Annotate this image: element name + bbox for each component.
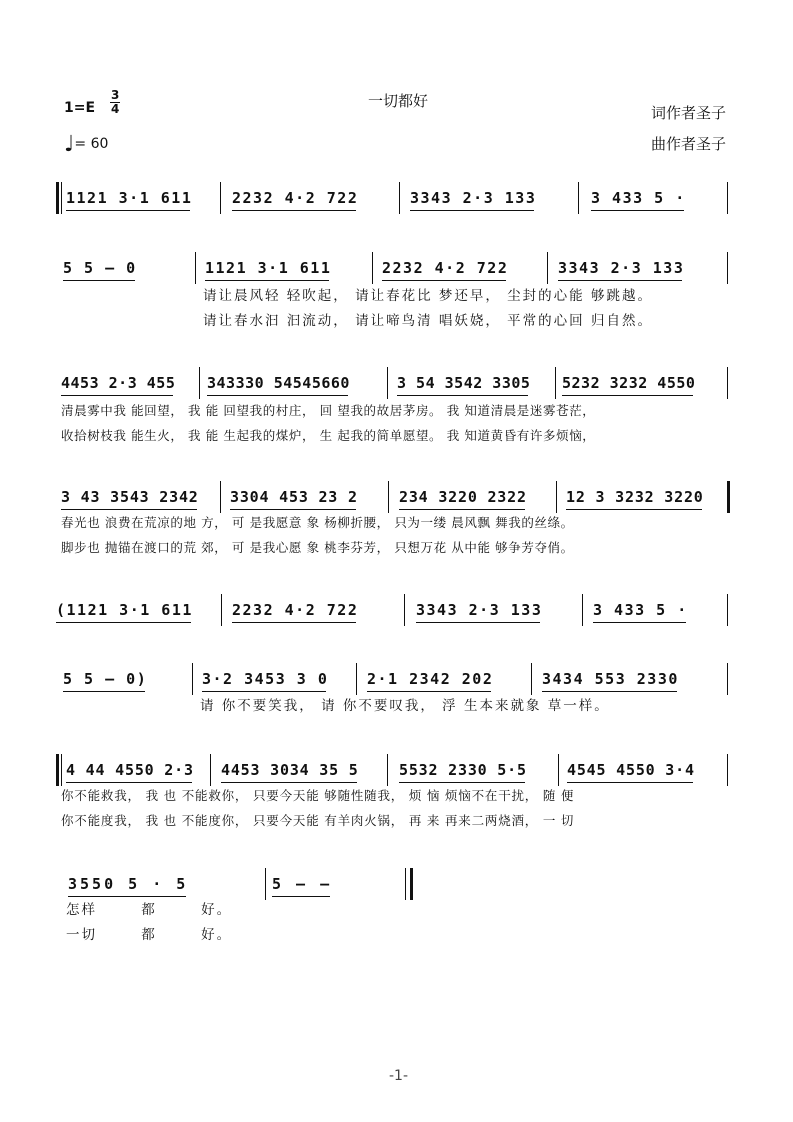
- barline: [555, 367, 556, 399]
- barline: [265, 868, 266, 900]
- tempo-value: = 60: [74, 136, 109, 152]
- measure: 3·2 3453 3 0: [202, 670, 329, 688]
- repeat-end-barline: [727, 481, 730, 513]
- measure: 5532 2330 5·5: [399, 761, 527, 779]
- measure: 2232 4·2 722: [232, 601, 359, 619]
- barline: [220, 182, 221, 214]
- page-number: -1-: [389, 1068, 409, 1084]
- barline: [220, 481, 221, 513]
- measure: (1121 3·1 611: [56, 601, 193, 619]
- measure: 4453 2·3 455: [61, 374, 176, 392]
- tempo-marking: [64, 132, 108, 157]
- barline: [61, 182, 62, 214]
- key-signature: 1=E: [64, 100, 96, 116]
- measure: 3 433 5 ·: [591, 189, 686, 207]
- barline: [221, 594, 222, 626]
- lyric-verse-1: 清晨雾中我 能回望， 我 能 回望我的村庄， 回 望我的故居茅房。 我 知道清晨是迷雾苍茫，: [61, 403, 596, 418]
- lyric-verse-2: 脚步也 抛锚在渡口的荒 郊， 可 是我心愿 象 桃李芬芳， 只想万花 从中能 够争芳夺俏。: [61, 540, 574, 555]
- measure: 5 – –: [272, 875, 333, 893]
- time-signature-bottom: 4: [111, 102, 120, 116]
- measure: 1121 3·1 611: [66, 189, 193, 207]
- barline: [199, 367, 200, 399]
- measure: 5232 3232 4550: [562, 374, 696, 392]
- barline: [405, 868, 406, 900]
- measure: 3343 2·3 133: [558, 259, 685, 277]
- measure: 4 44 4550 2·3: [66, 761, 194, 779]
- measure: 2232 4·2 722: [382, 259, 509, 277]
- measure: 3434 553 2330: [542, 670, 679, 688]
- barline: [727, 663, 728, 695]
- lyric-verse-1: 你不能救我， 我 也 不能救你， 只要今天能 够随性随我， 烦 恼 烦恼不在干扰， 随 便: [61, 788, 575, 803]
- barline: [531, 663, 532, 695]
- time-signature: [110, 89, 120, 116]
- barline: [387, 754, 388, 786]
- barline: [547, 252, 548, 284]
- barline: [578, 182, 579, 214]
- barline: [727, 754, 728, 786]
- lyricist-credit: 词作者圣子: [651, 104, 727, 122]
- barline: [372, 252, 373, 284]
- measure: 4545 4550 3·4: [567, 761, 695, 779]
- measure: 234 3220 2322: [399, 488, 527, 506]
- measure: 3343 2·3 133: [416, 601, 543, 619]
- lyric-verse-1: 请 你不要笑我， 请 你不要叹我， 浮 生本来就象 草一样。: [200, 698, 610, 714]
- lyric-verse-2: 你不能度我， 我 也 不能度你， 只要今天能 有羊肉火锅， 再 来 再来二两烧酒， 一 切: [61, 813, 575, 828]
- barline: [727, 182, 728, 214]
- barline: [727, 594, 728, 626]
- measure: 2232 4·2 722: [232, 189, 359, 207]
- quarter-note-icon: ♩: [64, 132, 75, 157]
- repeat-start-barline: [56, 182, 59, 214]
- barline: [404, 594, 405, 626]
- measure: 4453 3034 35 5: [221, 761, 359, 779]
- barline: [192, 663, 193, 695]
- barline: [582, 594, 583, 626]
- measure: 3 54 3542 3305: [397, 374, 531, 392]
- measure: 5 5 – 0: [63, 259, 137, 277]
- measure: 343330 54545660: [207, 374, 350, 392]
- lyric-verse-2: 收拾树枝我 能生火， 我 能 生起我的煤炉， 生 起我的简单愿望。 我 知道黄昏有许多烦恼，: [61, 428, 596, 443]
- barline: [388, 481, 389, 513]
- measure: 1121 3·1 611: [205, 259, 332, 277]
- measure: 5 5 – 0): [63, 670, 148, 688]
- measure: 3 43 3543 2342: [61, 488, 199, 506]
- barline: [556, 481, 557, 513]
- measure: 3550 5 · 5: [68, 875, 189, 893]
- measure: 3304 453 23 2: [230, 488, 358, 506]
- lyric-verse-1: 请让晨风轻 轻吹起， 请让春花比 梦还早， 尘封的心能 够跳越。: [203, 288, 653, 304]
- barline: [210, 754, 211, 786]
- lyric-verse-2: 一切 都 好。: [66, 927, 233, 943]
- barline: [387, 367, 388, 399]
- barline: [356, 663, 357, 695]
- barline: [727, 367, 728, 399]
- measure: 3343 2·3 133: [410, 189, 537, 207]
- lyric-verse-1: 春光也 浪费在荒凉的地 方， 可 是我愿意 象 杨柳折腰， 只为一缕 晨风飘 舞我的丝绦。: [61, 515, 574, 530]
- barline: [61, 754, 62, 786]
- lyric-verse-2: 请让春水汩 汩流动， 请让啼鸟清 唱妖娆， 平常的心回 归自然。: [203, 313, 653, 329]
- measure: 2·1 2342 202: [367, 670, 494, 688]
- song-title: 一切都好: [368, 92, 429, 110]
- barline: [195, 252, 196, 284]
- lyric-verse-1: 怎样 都 好。: [66, 902, 233, 918]
- time-signature-top: 3: [111, 88, 120, 102]
- barline: [727, 252, 728, 284]
- barline: [558, 754, 559, 786]
- measure: 3 433 5 ·: [593, 601, 688, 619]
- barline: [399, 182, 400, 214]
- composer-credit: 曲作者圣子: [651, 135, 727, 153]
- repeat-start-barline: [56, 754, 59, 786]
- measure: 12 3 3232 3220: [566, 488, 704, 506]
- repeat-end-barline: [410, 868, 413, 900]
